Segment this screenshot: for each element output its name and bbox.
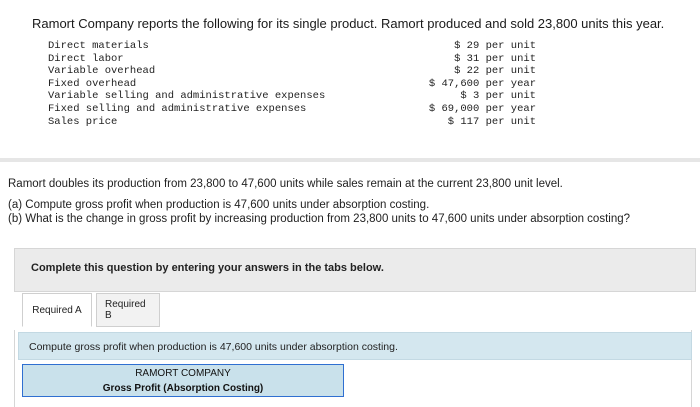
scenario-text: Ramort doubles its production from 23,800 to 47,600 units while sales remain at the current 23,800 unit level. bbox=[8, 178, 563, 190]
cost-value: $ 22 per unit bbox=[454, 65, 536, 78]
answer-table-header bbox=[22, 364, 344, 397]
cost-label: Fixed overhead bbox=[48, 77, 137, 90]
section-divider bbox=[0, 158, 700, 162]
cost-row bbox=[48, 65, 536, 78]
question-a bbox=[8, 198, 630, 212]
company-name: RAMORT COMPANY bbox=[135, 368, 231, 379]
cost-row bbox=[48, 78, 536, 91]
cost-value: $ 3 per unit bbox=[460, 90, 536, 103]
cost-label: Sales price bbox=[48, 115, 118, 128]
cost-label: Direct labor bbox=[48, 52, 124, 65]
instruction-text: Compute gross profit when production is 47,600 units under absorption costing. bbox=[29, 341, 398, 353]
cost-row bbox=[48, 40, 536, 53]
question-label: (b) bbox=[8, 213, 23, 225]
cost-table bbox=[48, 40, 536, 128]
statement-title: Gross Profit (Absorption Costing) bbox=[102, 383, 264, 394]
cost-label: Direct materials bbox=[48, 40, 149, 52]
cost-value: $ 31 per unit bbox=[454, 52, 536, 65]
question-label: (a) bbox=[8, 199, 23, 211]
intro-text: Ramort Company reports the following for its single product. Ramort produced and sold 23,800 units this year. bbox=[32, 16, 665, 31]
cost-value: $ 69,000 per year bbox=[428, 102, 536, 115]
panel-message: Complete this question by entering your answers in the tabs below. bbox=[31, 262, 384, 274]
cost-label: Variable selling and administrative expenses bbox=[48, 90, 326, 103]
question-list bbox=[8, 198, 630, 226]
instructions-panel bbox=[14, 248, 696, 292]
cost-label: Variable overhead bbox=[48, 65, 156, 78]
cost-value: $ 47,600 per year bbox=[428, 77, 536, 90]
cost-value: $ 117 per unit bbox=[447, 115, 536, 128]
question-text: Compute gross profit when production is 47,600 units under absorption costing. bbox=[22, 199, 430, 211]
question-text: What is the change in gross profit by increasing production from 23,800 units to 47,600 units under absorption costing? bbox=[22, 213, 631, 225]
tab-required-b[interactable]: Required B bbox=[96, 293, 160, 327]
question-b bbox=[8, 212, 630, 226]
cost-row bbox=[48, 53, 536, 66]
cost-value: $ 29 per unit bbox=[454, 40, 536, 52]
tab-bar bbox=[22, 293, 160, 327]
cost-label: Fixed selling and administrative expenses bbox=[48, 102, 307, 115]
task-instruction bbox=[18, 332, 692, 360]
cost-row bbox=[48, 103, 536, 116]
cost-row bbox=[48, 90, 536, 103]
tab-required-a[interactable]: Required A bbox=[22, 293, 92, 327]
cost-row bbox=[48, 116, 536, 129]
